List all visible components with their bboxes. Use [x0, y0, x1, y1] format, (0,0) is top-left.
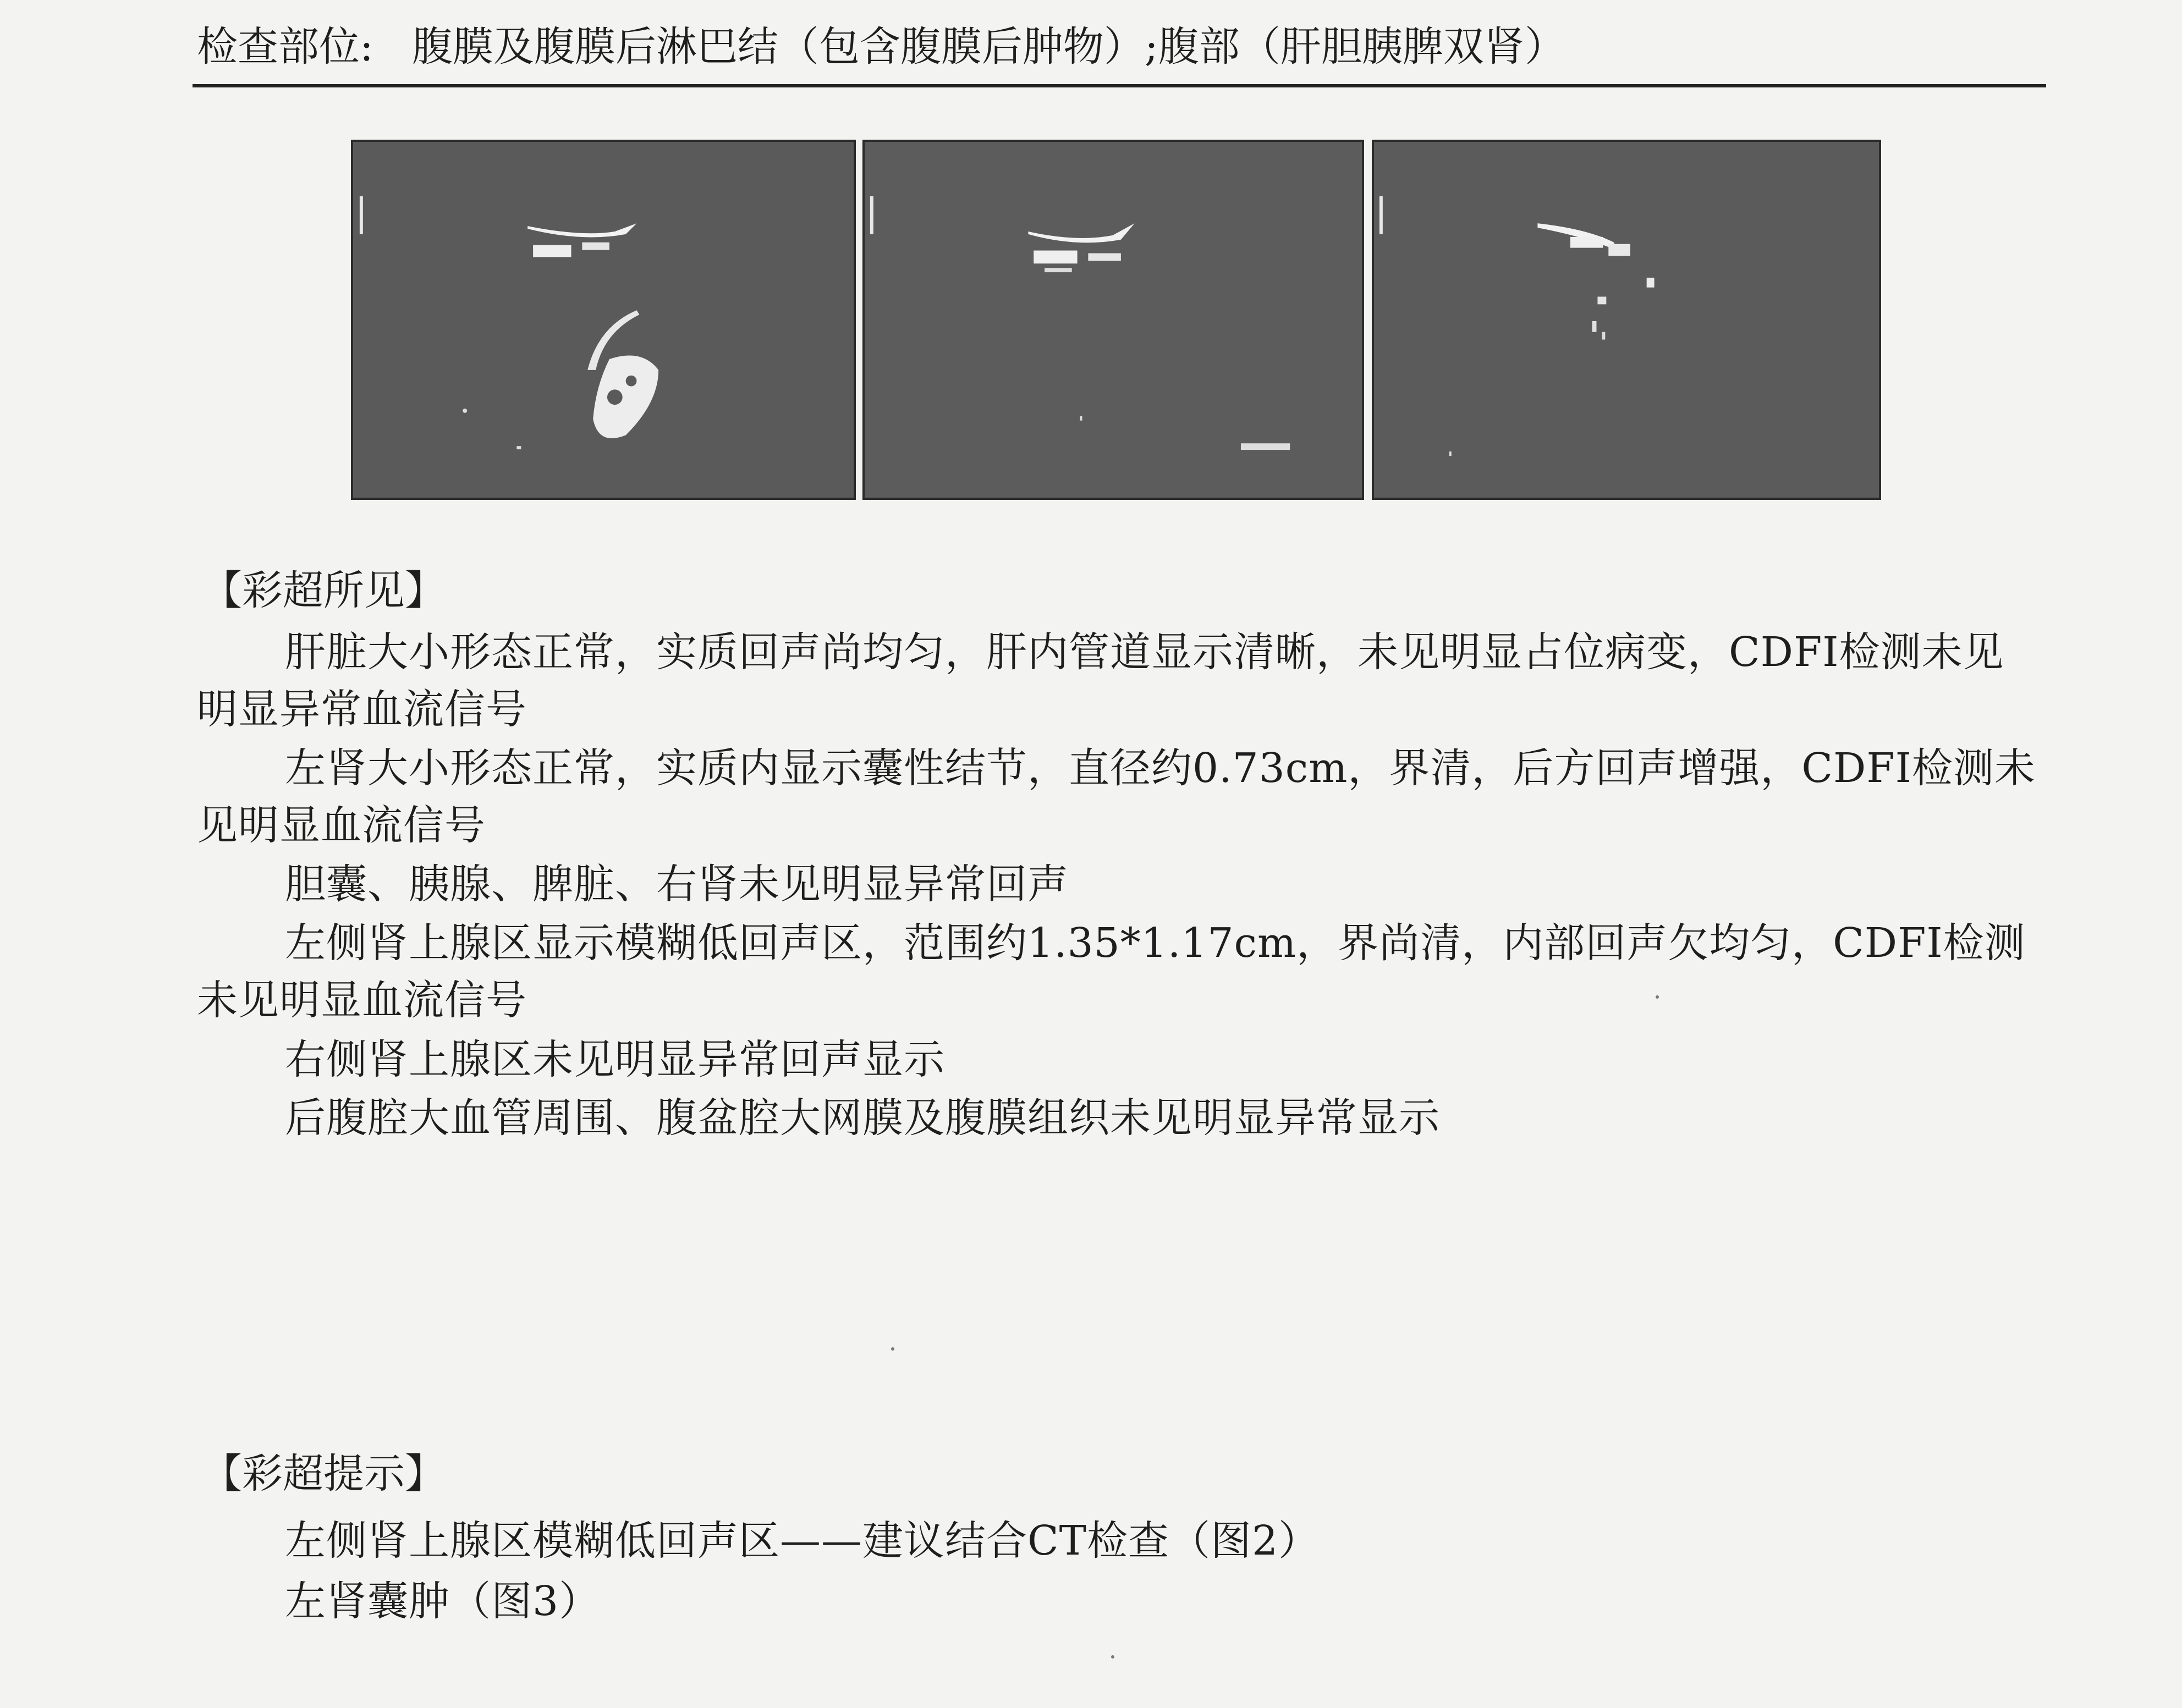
- header-rule: [193, 84, 2046, 87]
- scan-speck: [891, 1347, 894, 1351]
- finding-paragraph-retroperitoneum: 后腹腔大血管周围、腹盆腔大网膜及腹膜组织未见明显异常显示: [285, 1094, 1440, 1142]
- finding-paragraph-liver: 肝脏大小形态正常，实质回声尚均匀，肝内管道显示清晰，未见明显占位病变，CDFI检测未见明显异常血流信号: [197, 629, 2004, 733]
- ultrasound-image-3: [1372, 140, 1881, 500]
- ultrasound-image-2: [862, 140, 1364, 500]
- findings-heading: 【彩超所见】: [201, 567, 446, 614]
- ultrasound-scan-graphic: [353, 142, 854, 498]
- ultrasound-scan-graphic: [1374, 142, 1879, 498]
- ultrasound-scan-graphic: [865, 142, 1362, 498]
- impression-item: 左肾囊肿（图3）: [285, 1578, 601, 1625]
- cut-off-header-text: [193, 0, 2063, 11]
- scan-speck: [1656, 995, 1659, 999]
- ultrasound-image-1: [351, 140, 856, 500]
- finding-paragraph-right-adrenal: 右侧肾上腺区未见明显异常回声显示: [285, 1036, 945, 1083]
- impression-item: 左侧肾上腺区模糊低回声区——建议结合CT检查（图2）: [285, 1517, 1320, 1564]
- finding-paragraph-organs: 胆囊、胰腺、脾脏、右肾未见明显异常回声: [285, 861, 1069, 908]
- finding-paragraph-left-kidney: 左肾大小形态正常，实质内显示囊性结节，直径约0.73cm，界清，后方回声增强，CDFI检测未见明显血流信号: [197, 745, 2036, 849]
- finding-paragraph-left-adrenal: 左侧肾上腺区显示模糊低回声区，范围约1.35*1.17cm，界尚清，内部回声欠均匀，CDFI检测未见明显血流信号: [197, 919, 2026, 1024]
- exam-site-value: 腹膜及腹膜后淋巴结（包含腹膜后肿物）;腹部（肝胆胰脾双肾）: [411, 23, 1565, 70]
- exam-site-label: 检查部位:: [197, 23, 373, 70]
- ultrasound-image-strip: [351, 140, 1880, 503]
- scan-speck: [1111, 1655, 1114, 1659]
- exam-site-row: [197, 22, 1565, 71]
- impression-heading: 【彩超提示】: [201, 1450, 446, 1497]
